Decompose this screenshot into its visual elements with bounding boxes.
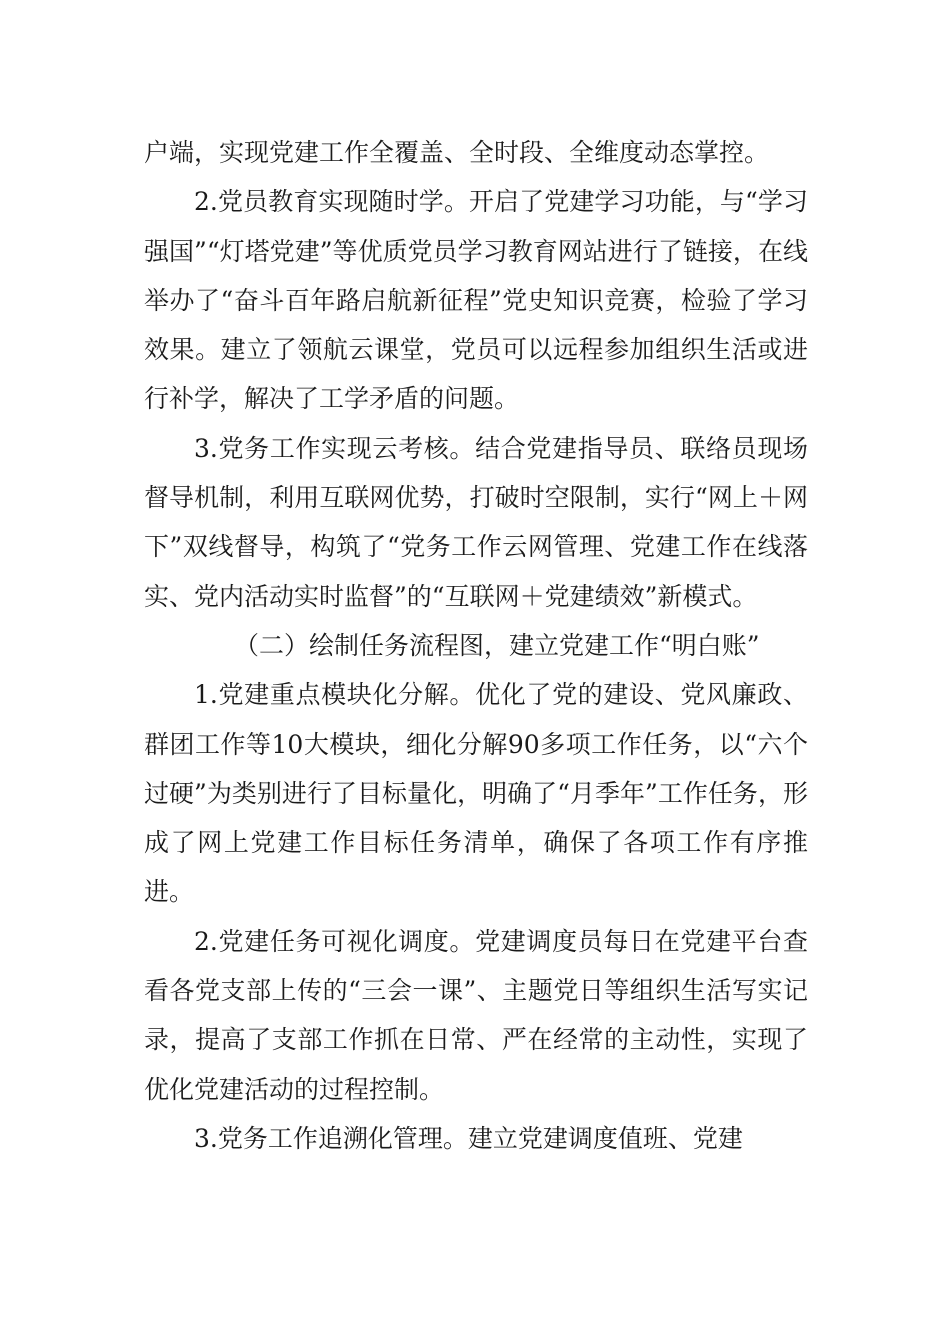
paragraph-continuation: 户端，实现党建工作全覆盖、全时段、全维度动态掌控。 — [144, 138, 770, 167]
section-heading: （二）绘制任务流程图，建立党建工作“明白账” — [234, 630, 760, 660]
document-body — [144, 128, 808, 1163]
paragraph-cloud-assessment: 3.党务工作实现云考核。结合党建指导员、联络员现场督导机制，利用互联网优势，打破时空限制，实行“网上＋网下”双线督导，构筑了“党务工作云网管理、党建工作在线落实、党内活动实时监督”的“互联网＋党建绩效”新模式。 — [144, 433, 808, 611]
paragraph-visual-scheduling: 2.党建任务可视化调度。党建调度员每日在党建平台查看各党支部上传的“三会一课”、主题党日等组织生活写实记录，提高了支部工作抓在日常、严在经常的主动性，实现了优化党建活动的过程控制。 — [144, 926, 808, 1104]
paragraph-party-education: 2.党员教育实现随时学。开启了党建学习功能，与“学习强国”“灯塔党建”等优质党员学习教育网站进行了链接，在线举办了“奋斗百年路启航新征程”党史知识竞赛，检验了学习效果。建立了领航云课堂，党员可以远程参加组织生活或进行补学，解决了工学矛盾的问题。 — [144, 187, 808, 414]
paragraph-modular-breakdown: 1.党建重点模块化分解。优化了党的建设、党风廉政、群团工作等10大模块，细化分解90多项工作任务，以“六个过硬”为类别进行了目标量化，明确了“月季年”工作任务，形成了网上党建工作目标任务清单，确保了各项工作有序推进。 — [144, 680, 808, 907]
paragraph-traceable-management: 3.党务工作追溯化管理。建立党建调度值班、党建 — [194, 1123, 743, 1153]
